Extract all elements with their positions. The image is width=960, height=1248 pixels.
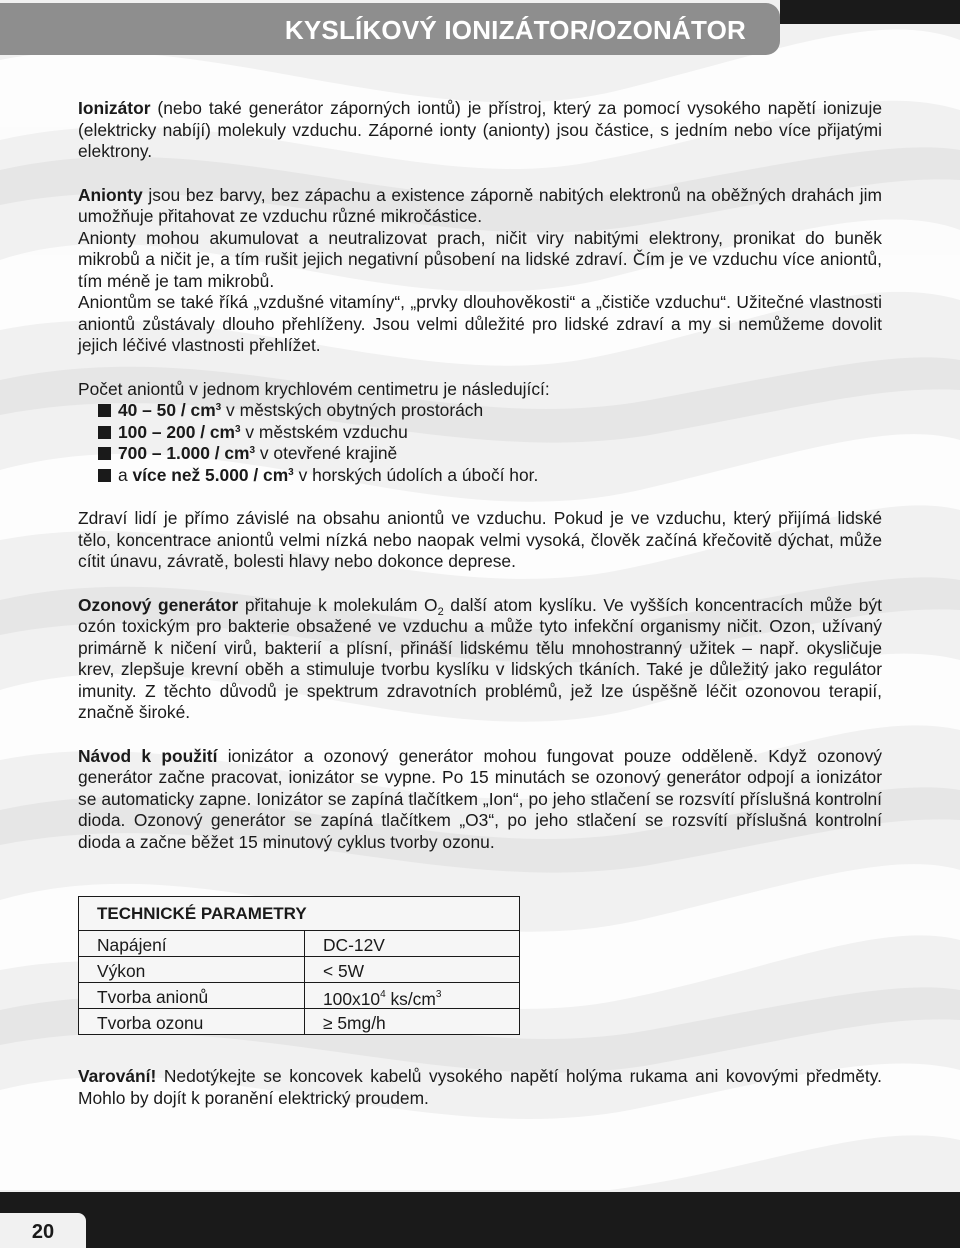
count-value: $700 - 1.000 / cm^3$ [118, 443, 256, 463]
list-item: a více než $5.000 / cm^3$ v horských údolích a úbočí hor. [78, 465, 882, 487]
page-title: KYSLÍKOVÝ IONIZÁTOR/OZONÁTOR [284, 15, 746, 45]
table-row [79, 957, 520, 983]
list-item [78, 443, 882, 465]
usage-term: Návod k použití [78, 745, 218, 766]
spec-label: Výkon [97, 961, 146, 981]
list-item [78, 422, 882, 444]
square-bullet-icon [98, 426, 111, 439]
intro-term: Ionizátor [78, 98, 151, 118]
spec-label: Tvorba ozonu [97, 1013, 204, 1033]
counts-heading: Počet aniontů v jednom krychlovém centimetru je následující: [78, 378, 550, 399]
spec-value: $100x10^4$ $ks/cm^3$ [323, 989, 442, 1009]
main-content [78, 98, 882, 853]
square-bullet-icon [98, 404, 111, 417]
count-desc: v otevřené krajině [255, 443, 398, 463]
count-desc: v horských údolích a úbočí hor. [293, 464, 539, 485]
anions-paragraph-3: Aniontům se také říká „vzdušné vitamíny“, „prvky dlouhověkosti“ a „čističe vzduchu“. Užitečné vlastnosti aniontů zůstávaly dlouho přehlíženy. Jsou velmi důležité pro lidské zdraví a my si nemůžeme dovolit jejich léčivé vlastnosti přehlížet. [78, 292, 882, 355]
warning-term: Varování! [78, 1066, 157, 1086]
table-row [79, 983, 520, 1009]
list-item [78, 400, 882, 422]
count-desc: v městském vzduchu [240, 421, 408, 442]
count-desc: v městských obytných prostorách [221, 400, 484, 420]
square-bullet-icon [98, 469, 111, 482]
warning-paragraph [78, 1066, 882, 1109]
table-header-row [79, 897, 520, 931]
count-value: více než $5.000 / cm^3$ [132, 464, 294, 485]
ozone-term: Ozonový generátor [78, 594, 239, 615]
spec-value: ≥ 5mg/h [323, 1013, 386, 1033]
count-value: $40 - 50 / cm^3$ [118, 400, 222, 420]
spec-label: Napájení [97, 935, 167, 955]
spec-label: Tvorba anionů [97, 987, 209, 1007]
count-value: $100 - 200 / cm^3$ [118, 421, 241, 442]
health-paragraph: Zdraví lidí je přímo závislé na obsahu aniontů ve vzduchu. Pokud je ve vzduchu, který přijímá lidské tělo, koncentrace aniontů velmi nízká nebo naopak velmi vysoká, člověk začíná křečovitě dýchat, může cítit únavu, závratě, bolesti hlavy nebo dokonce deprese. [78, 508, 882, 571]
anions-paragraph-2: Anionty mohou akumulovat a neutralizovat prach, ničit viry nabitými elektrony, pronikat do buněk mikrobů a ničit je, a tím rušit jejich negativní působení na lidské zdraví. Čím je ve vzduchu více aniontů, tím méně je tam mikrobů. [78, 227, 882, 291]
top-right-strip [780, 0, 960, 24]
anion-count-list [78, 400, 882, 486]
square-bullet-icon [98, 447, 111, 460]
intro-paragraph [78, 98, 882, 163]
usage-text: ionizátor a ozonový generátor mohou fungovat pouze odděleně. Když ozonový generátor začne pracovat, ionizátor se vypne. Po 15 minutách se ozonový generátor odpojí a ionizátor se automaticky zapne. Ionizátor se zapíná tlačítkem „Ion“, po jeho stlačení se rozsvítí příslušná kontrolní dioda. Ozonový generátor se zapíná tlačítkem „O3“, po jeho stlačení se rozsvítí příslušná kontrolní dioda a začne běžet 15 minutový cyklus tvorby ozonu. [78, 745, 882, 852]
anions-text-1: jsou bez barvy, bez zápachu a existence záporně nabitých elektronů na oběžných drahách jim umožňuje přitahovat ze vzduchu různé mikročástice. [78, 184, 882, 226]
page-number: 20 [31, 1221, 55, 1243]
anions-term: Anionty [78, 184, 143, 205]
intro-text: (nebo také generátor záporných iontů) je přístroj, který za pomocí vysokého napětí ionizuje (elektricky nabíjí) molekuly vzduchu. Záporné ionty (anionty) jsou částice, s jedním nebo více přijatými elektrony. [78, 98, 882, 161]
table-row [79, 931, 520, 957]
table-title: TECHNICKÉ PARAMETRY [79, 897, 520, 931]
table-row [79, 1009, 520, 1035]
anions-paragraph-1 [78, 185, 882, 228]
usage-paragraph [78, 746, 882, 854]
footer-bar [0, 1192, 960, 1248]
spec-value: DC-12V [323, 935, 385, 955]
technical-parameters-table [78, 896, 520, 1035]
spec-value: < 5W [323, 961, 365, 981]
warning-text: Nedotýkejte se koncovek kabelů vysokého napětí holýma rukama ani kovovými předměty. Mohlo by dojít k poranění elektrický proudem. [78, 1066, 882, 1108]
ozone-paragraph: Ozonový generátor přitahuje k molekulám $O_2$ další atom kyslíku. Ve vyšších koncentracích může být ozón toxickým pro bakterie obsažené ve vzduchu a může tyto infekční organismy ničit. Ozon, užívaný primárně k ničení virů, bakterií a plísní, přináší lidskému tělu mnohostranný užitek – např. okysličuje krev, zlepšuje krevní oběh a stimuluje tvorbu kyslíku v lidských tkáních. Také je důležitý jako regulátor imunity. Z těchto důvodů je spektrum zdravotních problémů, jež lze úspěšně léčit ozonovou terapií, značně široké. [78, 594, 883, 722]
